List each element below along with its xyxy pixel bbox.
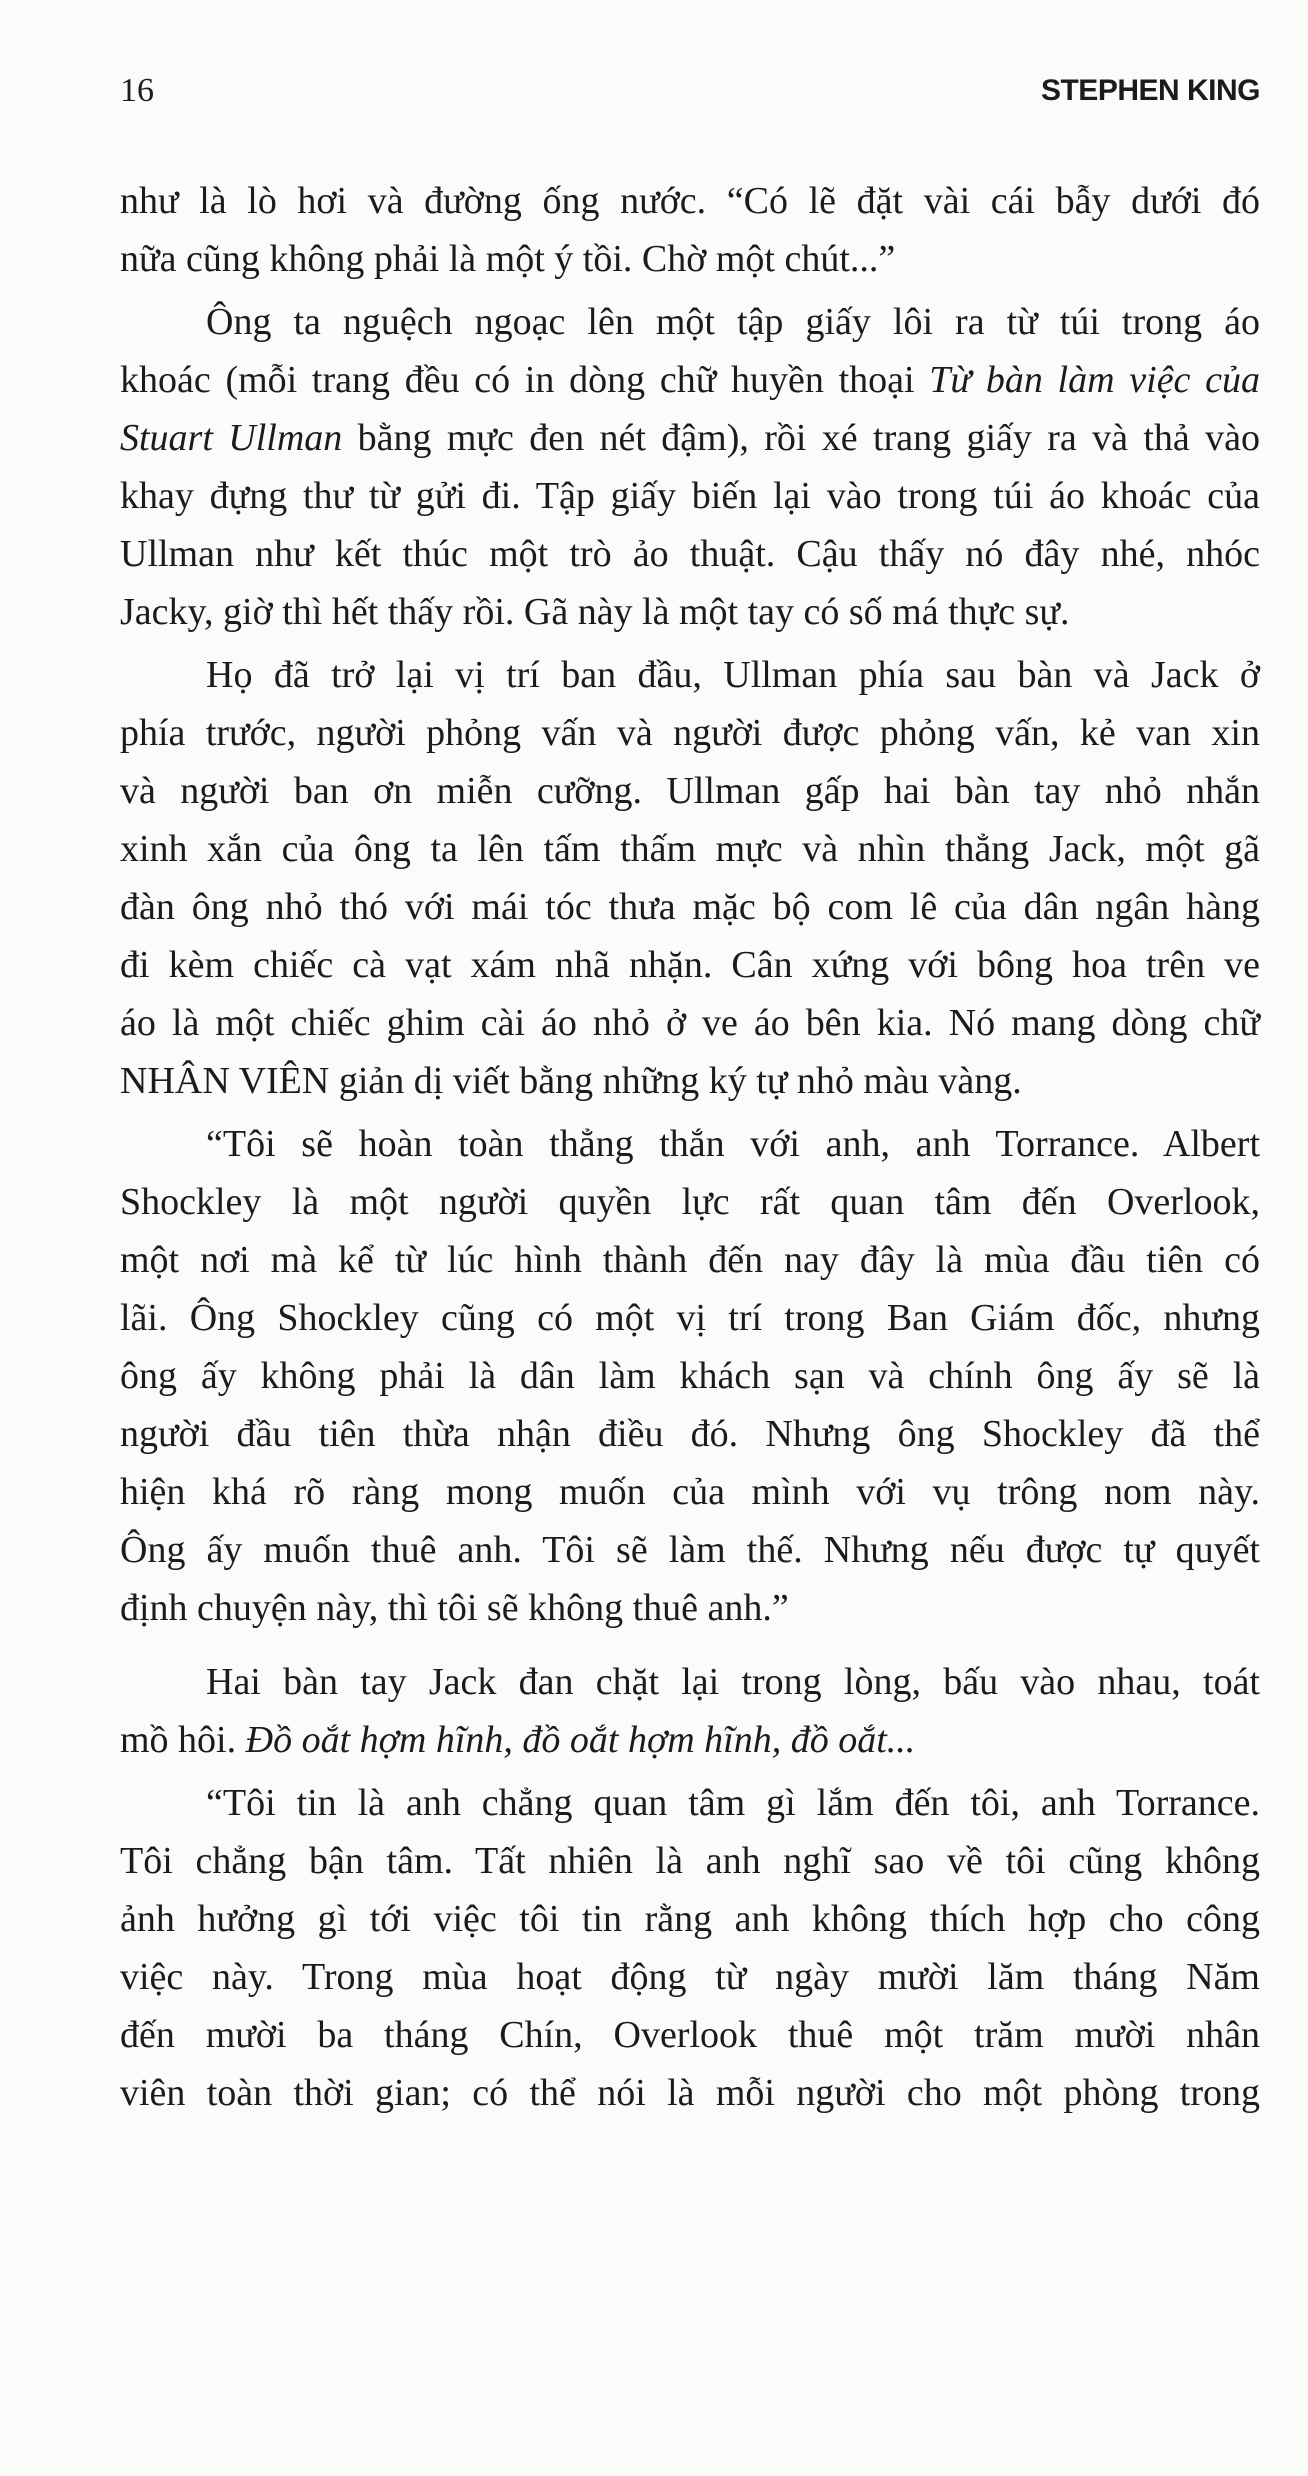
italic-text: Stuart Ullman [120, 417, 343, 459]
text-line [120, 1774, 1260, 1832]
line-text: Họ đã trở lại vị trí ban đầu, Ullman phía sau bàn và Jack ở [206, 654, 1260, 696]
line-text: và người ban ơn miễn cưỡng. Ullman gấp hai bàn tay nhỏ nhắn [120, 770, 1260, 812]
text-line [120, 293, 1260, 351]
line-text: bằng mực đen nét đậm), rồi xé trang giấy ra và thả vào [342, 417, 1261, 459]
line-text: mồ hôi. [120, 1719, 246, 1761]
italic-text: Đồ oắt hợm hĩnh, đồ oắt hợm hĩnh, đồ oắt... [245, 1719, 916, 1761]
text-line [120, 2064, 1260, 2122]
text-line [120, 1463, 1260, 1521]
line-text: ảnh hưởng gì tới việc tôi tin rằng anh không thích hợp cho công [120, 1898, 1260, 1940]
text-line [120, 1347, 1260, 1405]
text-line [120, 704, 1260, 762]
text-line [120, 646, 1260, 704]
body-text [120, 172, 1260, 2122]
line-text: viên toàn thời gian; có thể nói là mỗi người cho một phòng trong [120, 2072, 1260, 2114]
text-line [120, 2006, 1260, 2064]
line-text: Jacky, giờ thì hết thấy rồi. Gã này là một tay có số má thực sự. [120, 591, 1070, 633]
text-line [120, 1405, 1260, 1463]
page-number: 16 [120, 72, 154, 109]
text-line [120, 1231, 1260, 1289]
text-line [120, 172, 1260, 230]
line-text: “Tôi sẽ hoàn toàn thẳng thắn với anh, anh Torrance. Albert [206, 1123, 1260, 1165]
line-text: phía trước, người phỏng vấn và người được phỏng vấn, kẻ van xin [120, 712, 1260, 754]
line-text: “Tôi tin là anh chẳng quan tâm gì lắm đến tôi, anh Torrance. [206, 1782, 1260, 1824]
text-line [120, 1173, 1260, 1231]
text-line [120, 762, 1260, 820]
text-line [120, 936, 1260, 994]
text-line [120, 583, 1260, 641]
text-line [120, 525, 1260, 583]
line-text: Shockley là một người quyền lực rất quan tâm đến Overlook, [120, 1181, 1260, 1223]
line-text: Ông ấy muốn thuê anh. Tôi sẽ làm thế. Nhưng nếu được tự quyết [120, 1529, 1260, 1571]
line-text: Hai bàn tay Jack đan chặt lại trong lòng, bấu vào nhau, toát [206, 1661, 1260, 1703]
line-text: người đầu tiên thừa nhận điều đó. Nhưng ông Shockley đã thể [120, 1413, 1260, 1455]
line-text: như là lò hơi và đường ống nước. “Có lẽ đặt vài cái bẫy dưới đó [120, 180, 1260, 222]
text-line [120, 230, 1260, 288]
line-text: Ullman như kết thúc một trò ảo thuật. Cậu thấy nó đây nhé, nhóc [120, 533, 1260, 575]
text-line [120, 1289, 1260, 1347]
line-text: khay đựng thư từ gửi đi. Tập giấy biến lại vào trong túi áo khoác của [120, 475, 1260, 517]
line-text: lãi. Ông Shockley cũng có một vị trí trong Ban Giám đốc, nhưng [120, 1297, 1260, 1339]
text-line [120, 467, 1260, 525]
running-head-author: STEPHEN KING [1040, 74, 1260, 107]
text-line [120, 1115, 1260, 1173]
line-text: đi kèm chiếc cà vạt xám nhã nhặn. Cân xứng với bông hoa trên ve [120, 944, 1260, 986]
line-text: NHÂN VIÊN giản dị viết bằng những ký tự nhỏ màu vàng. [120, 1060, 1022, 1102]
line-text: Ông ta nguệch ngoạc lên một tập giấy lôi ra từ túi trong áo [206, 301, 1260, 343]
line-text: nữa cũng không phải là một ý tồi. Chờ một chút...” [120, 238, 896, 280]
line-text: áo là một chiếc ghim cài áo nhỏ ở ve áo bên kia. Nó mang dòng chữ [120, 1002, 1260, 1044]
text-line [120, 351, 1260, 409]
text-line [120, 1890, 1260, 1948]
text-line [120, 409, 1260, 467]
line-text: khoác (mỗi trang đều có in dòng chữ huyền thoại [120, 359, 930, 401]
line-text: hiện khá rõ ràng mong muốn của mình với vụ trông nom này. [120, 1471, 1260, 1513]
text-line [120, 994, 1260, 1052]
line-text: đàn ông nhỏ thó với mái tóc thưa mặc bộ com lê của dân ngân hàng [120, 886, 1260, 928]
text-line [120, 1052, 1260, 1110]
text-line [120, 1579, 1260, 1637]
text-line [120, 820, 1260, 878]
text-line [120, 1832, 1260, 1890]
line-text: Tôi chẳng bận tâm. Tất nhiên là anh nghĩ sao về tôi cũng không [120, 1840, 1260, 1882]
line-text: đến mười ba tháng Chín, Overlook thuê một trăm mười nhân [120, 2014, 1260, 2056]
line-text: việc này. Trong mùa hoạt động từ ngày mười lăm tháng Năm [120, 1956, 1260, 1998]
line-text: định chuyện này, thì tôi sẽ không thuê anh.” [120, 1587, 789, 1629]
line-text: một nơi mà kể từ lúc hình thành đến nay đây là mùa đầu tiên có [120, 1239, 1260, 1281]
line-text: xinh xắn của ông ta lên tấm thấm mực và nhìn thẳng Jack, một gã [120, 828, 1260, 870]
text-line [120, 1521, 1260, 1579]
italic-text: Từ bàn làm việc của [929, 359, 1260, 401]
text-line [120, 1948, 1260, 2006]
text-line [120, 1711, 1260, 1769]
line-text: ông ấy không phải là dân làm khách sạn và chính ông ấy sẽ là [120, 1355, 1260, 1397]
text-line [120, 1653, 1260, 1711]
text-line [120, 878, 1260, 936]
